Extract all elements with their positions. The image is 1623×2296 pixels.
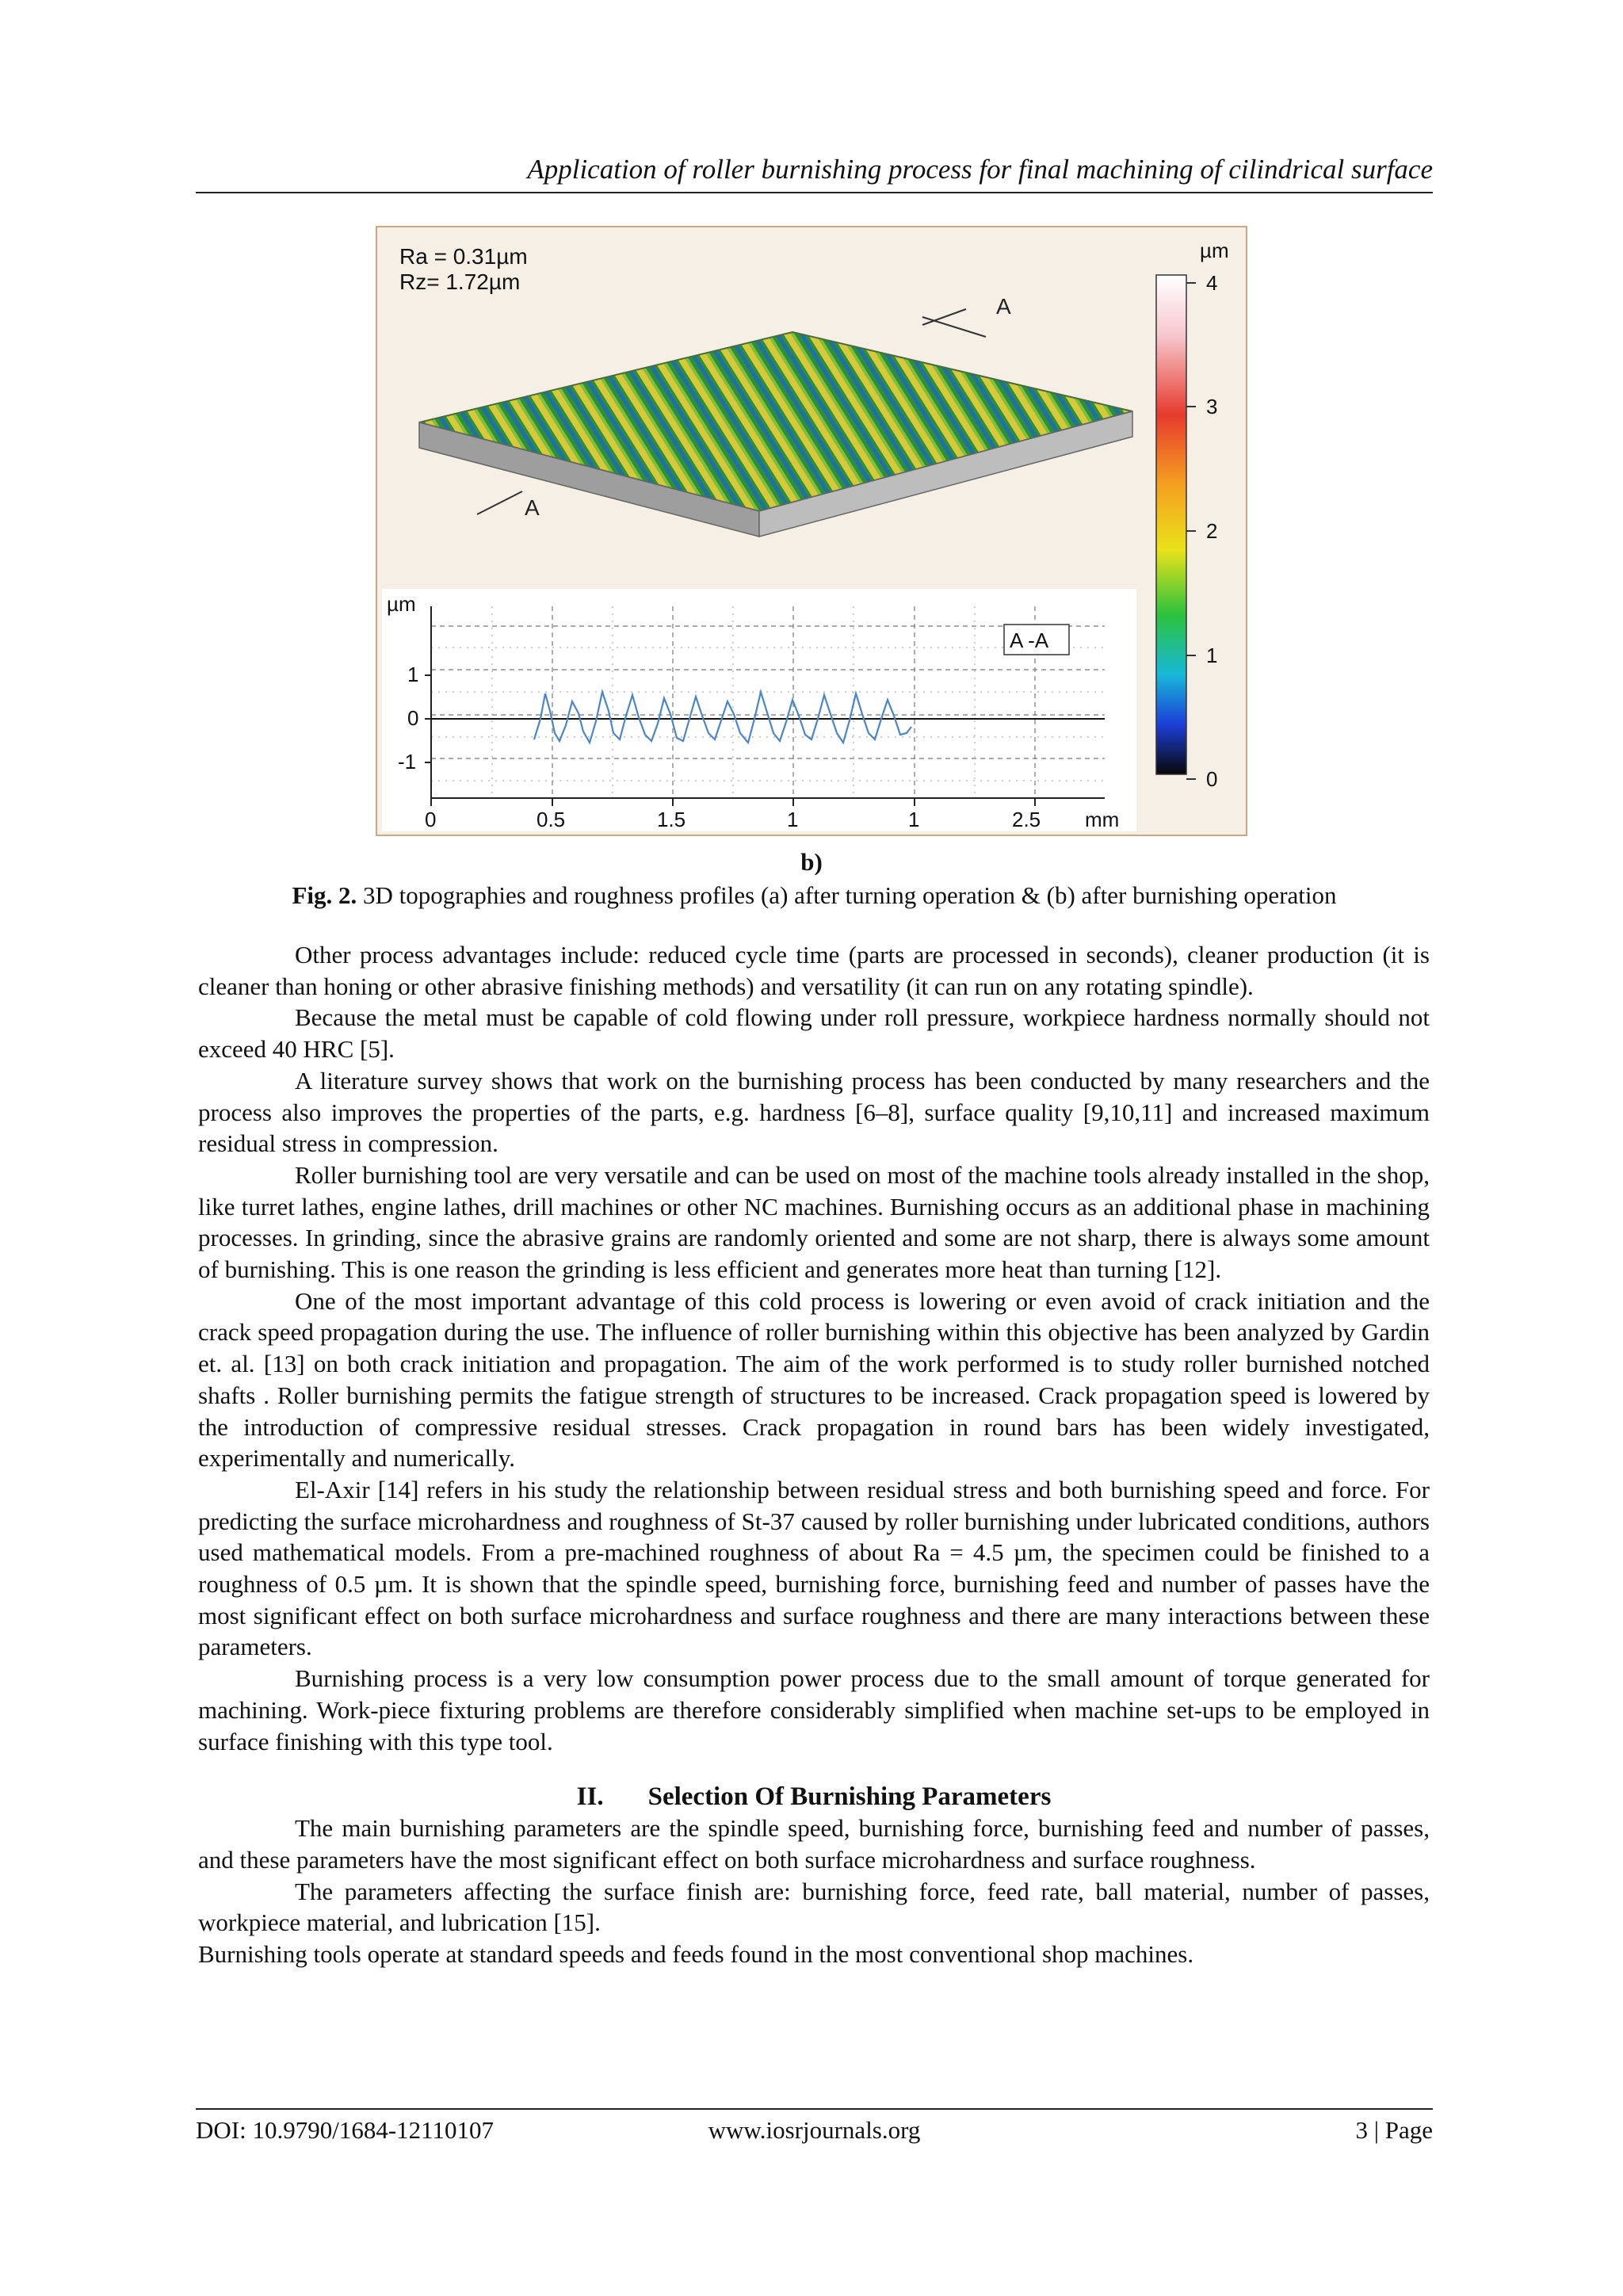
footer-page-number: 3 | Page — [1355, 2116, 1433, 2144]
footer-site: www.iosrjournals.org — [708, 2116, 921, 2144]
profile-y-tick: 0 — [407, 706, 419, 730]
paragraph: The main burnishing parameters are the spindle speed, burnishing force, burnishing feed and number of passes, and these parameters have the most significant effect on both surface microhardness and surface roughness. — [198, 1814, 1430, 1874]
profile-x-tick: 2.5 — [1012, 808, 1041, 831]
profile-x-tick: 1.5 — [657, 808, 686, 831]
rz-label: Rz= 1.72µm — [399, 269, 521, 294]
colorbar-tick: 2 — [1206, 519, 1218, 543]
paragraph: El-Axir [14] refers in his study the relationship between residual stress and both burnishing speed and force. For predicting the surface microhardness and roughness of St-37 caused by roller burnishing under lubricated conditions, authors used mathematical models. From a pre-machined roughness of about Ra = 4.5 µm, the specimen could be finished to a roughness of 0.5 µm. It is shown that the spindle speed, burnishing force, burnishing feed and number of passes have the most significant effect on both surface microhardness and surface roughness and there are many interactions between these parameters. — [198, 1475, 1430, 1661]
paragraph: The parameters affecting the surface finish are: burnishing force, feed rate, ball material, number of passes, workpiece material, and lubrication [15]. — [198, 1877, 1430, 1937]
section-heading — [198, 1781, 1430, 1813]
section-number: II. — [576, 1782, 604, 1812]
footer-rule — [196, 2108, 1433, 2110]
profile-y-tick: 1 — [407, 663, 419, 686]
figure-sub-label: b) — [800, 848, 823, 876]
profile-x-tick: 1 — [908, 808, 920, 831]
colorbar-tick: 0 — [1206, 767, 1218, 791]
colorbar-tick: 1 — [1206, 644, 1218, 667]
profile-x-tick: 0.5 — [537, 808, 566, 831]
section-marker-bottom: A — [525, 495, 540, 520]
colorbar-tick: 4 — [1206, 271, 1218, 295]
profile-x-unit: mm — [1085, 808, 1120, 831]
header-rule — [196, 192, 1433, 193]
figure-topography — [376, 226, 1247, 836]
colorbar-unit: µm — [1200, 239, 1229, 262]
section-title: Selection Of Burnishing Parameters — [647, 1782, 1052, 1812]
paragraph: One of the most important advantage of this cold process is lowering or even avoid of crack initiation and the crack speed propagation during the use. The influence of roller burnishing within this objective has been analyzed by Gardin et. al. [13] on both crack initiation and propagation. The aim of the work performed is to study roller burnished notched shafts . Roller burnishing permits the fatigue strength of structures to be increased. Crack propagation speed is lowered by the introduction of compressive residual stresses. Crack propagation in round bars has been widely investigated, experimentally and numerically. — [198, 1286, 1430, 1473]
roughness-profile — [382, 589, 1136, 831]
footer — [196, 2115, 1433, 2146]
section-marker-top: A — [996, 294, 1011, 319]
paragraph: Other process advantages include: reduced cycle time (parts are processed in seconds), cleaner production (it is cleaner than honing or other abrasive finishing methods) and versatility (it can run on any rotating spindle). — [198, 941, 1430, 1000]
paragraph: Burnishing tools operate at standard speeds and feeds found in the most conventional shop machines. — [198, 1940, 1194, 1969]
paragraph: A literature survey shows that work on the burnishing process has been conducted by many researchers and the process also improves the properties of the parts, e.g. hardness [6–8], surface quality [9,10,11] and increased maximum residual stress in compression. — [198, 1066, 1430, 1158]
profile-y-tick: -1 — [398, 750, 417, 774]
paragraph: Burnishing process is a very low consumption power process due to the small amount of torque generated for machining. Work-piece fixturing problems are therefore considerably simplified when machine set-ups to be employed in surface finishing with this type tool. — [198, 1664, 1430, 1755]
ra-label: Ra = 0.31µm — [399, 244, 528, 269]
profile-y-unit: µm — [387, 592, 416, 616]
profile-x-tick: 0 — [425, 808, 437, 831]
caption-text: 3D topographies and roughness profiles (a) after turning operation & (b) after burnishing operation — [357, 881, 1337, 909]
profile-legend: A -A — [1010, 628, 1049, 652]
profile-x-tick: 1 — [787, 808, 799, 831]
running-title: Application of roller burnishing process for final machining of cilindrical surface — [527, 154, 1433, 185]
paragraph: Roller burnishing tool are very versatile and can be used on most of the machine tools already installed in the shop, like turret lathes, engine lathes, drill machines or other NC machines. Burnishing occurs as an additional phase in machining processes. In grinding, since the abrasive grains are randomly oriented and some are not sharp, there is always some amount of burnishing. This is one reason the grinding is less efficient and generates more heat than turning [12]. — [198, 1160, 1430, 1284]
footer-doi: DOI: 10.9790/1684-12110107 — [196, 2116, 494, 2144]
figure-caption — [196, 880, 1433, 911]
paragraph: Because the metal must be capable of cold flowing under roll pressure, workpiece hardness normally should not exceed 40 HRC [5]. — [198, 1003, 1430, 1064]
body-text — [198, 939, 1430, 1970]
colorbar-tick: 3 — [1206, 395, 1218, 418]
caption-label: Fig. 2. — [292, 881, 357, 909]
